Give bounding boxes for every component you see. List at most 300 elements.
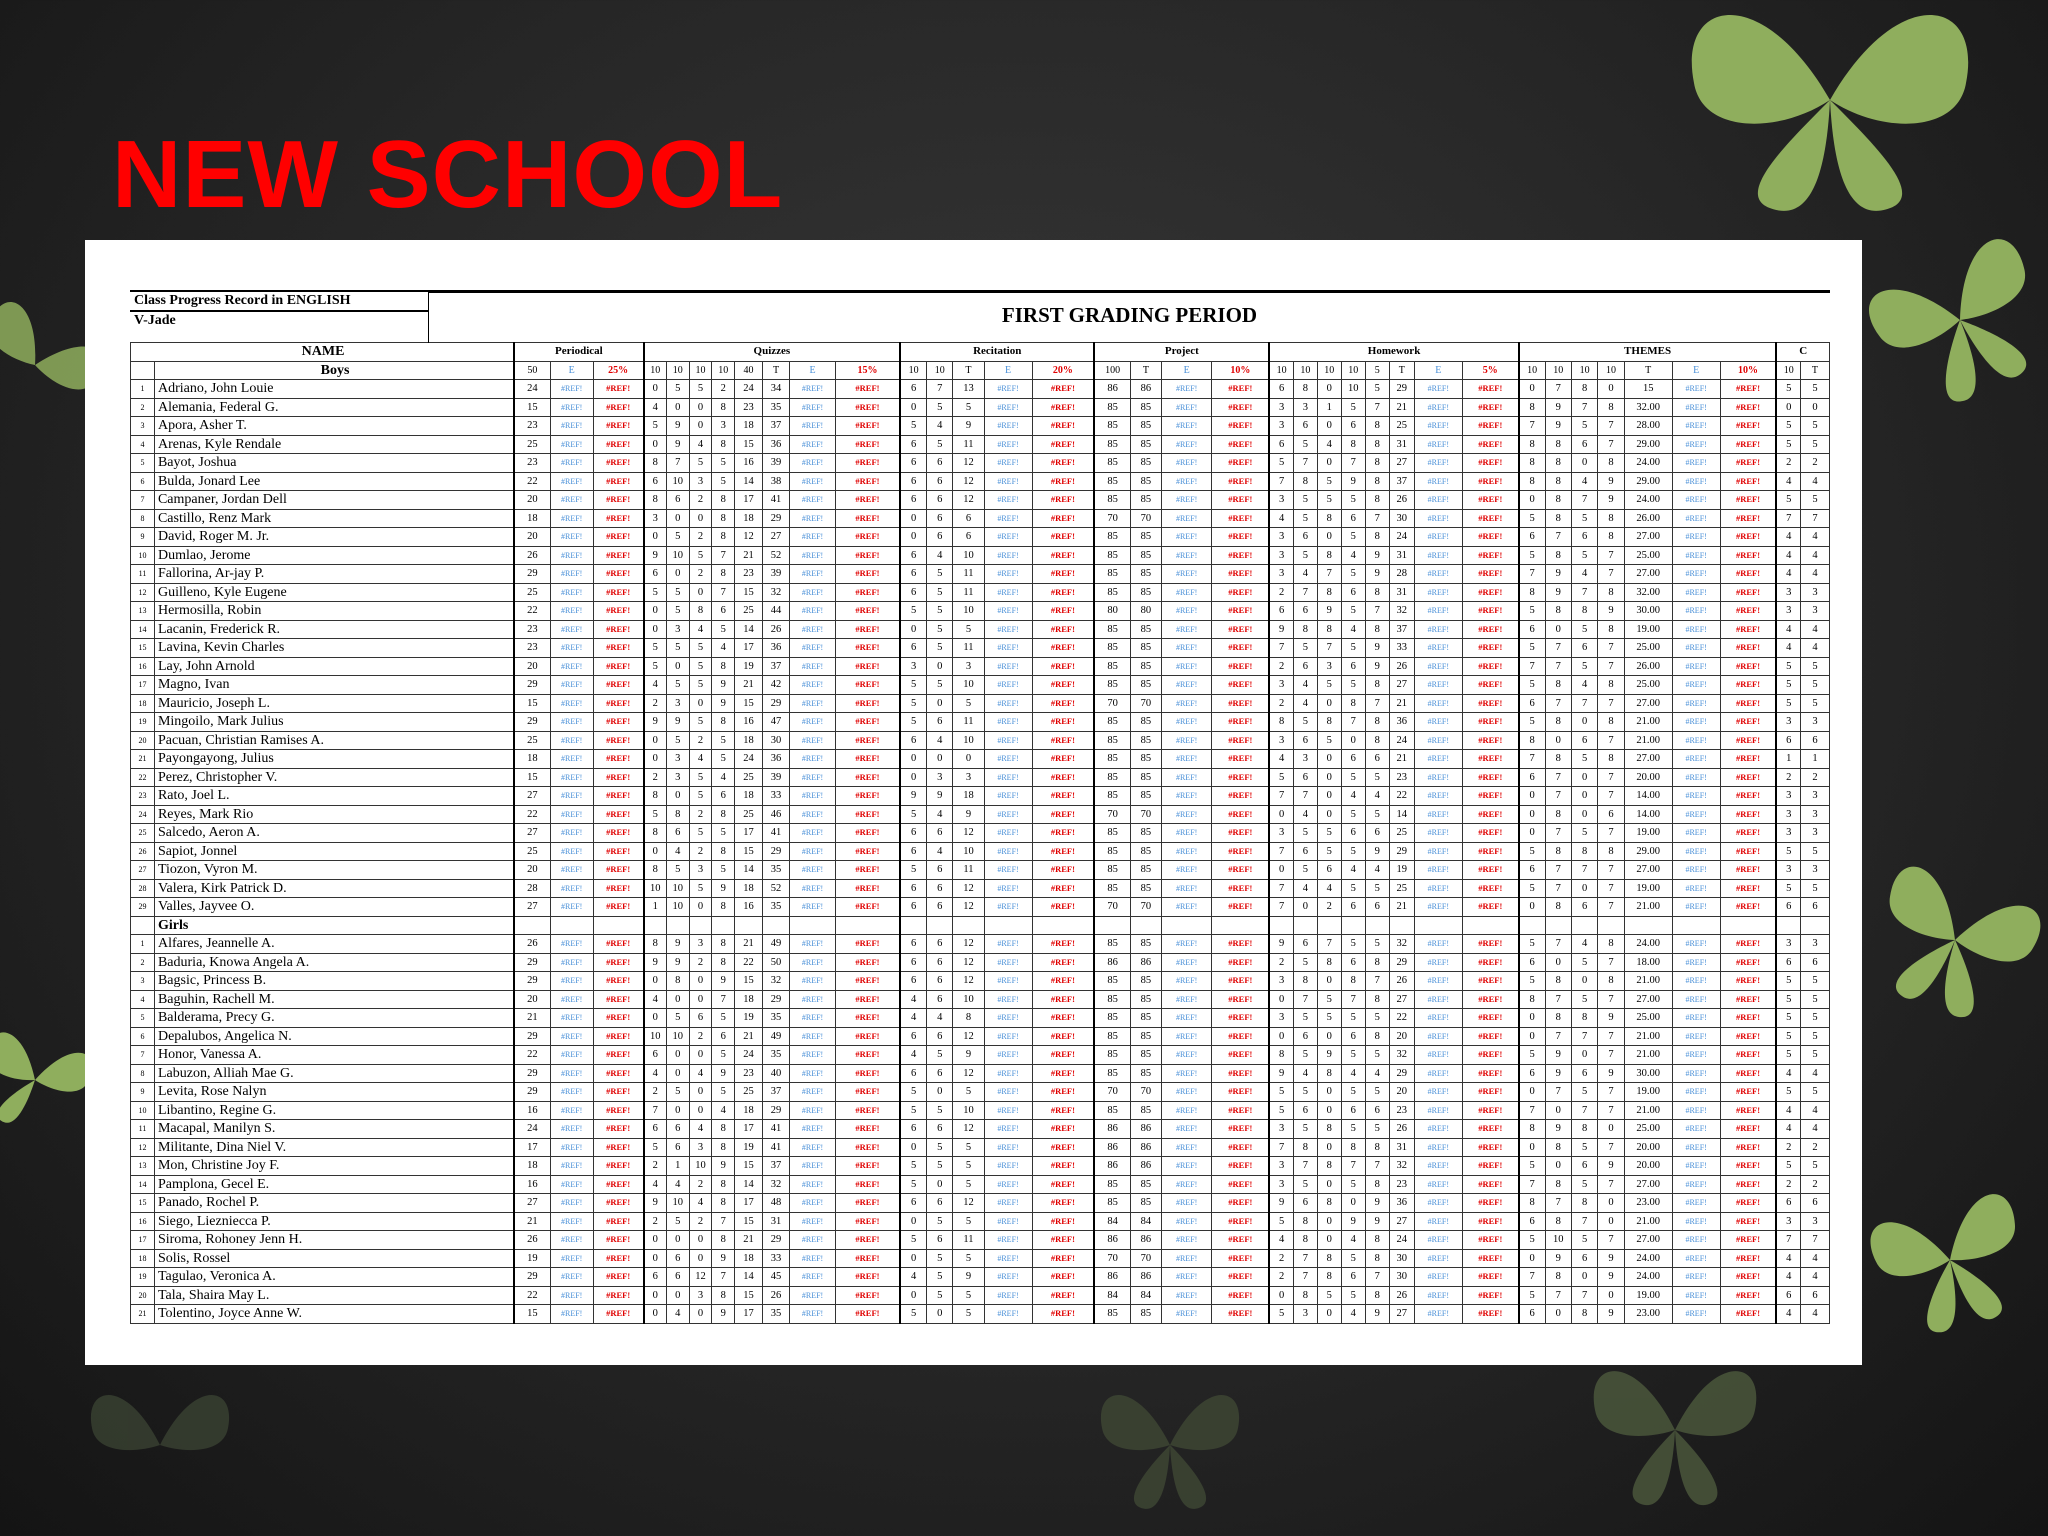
- score-cell: 8: [1519, 990, 1545, 1009]
- score-cell: #REF!: [790, 417, 836, 436]
- score-cell: 9: [1365, 546, 1389, 565]
- score-cell: #REF!: [593, 750, 643, 769]
- group-header-homework: Homework: [1269, 343, 1518, 362]
- score-cell: #REF!: [1462, 639, 1518, 658]
- score-cell: 21.00: [1624, 1046, 1672, 1065]
- score-cell: #REF!: [984, 1009, 1032, 1028]
- score-cell: 2: [1269, 694, 1293, 713]
- score-cell: 27: [1389, 454, 1414, 473]
- score-cell: 5: [927, 1286, 953, 1305]
- score-cell: 0: [689, 1231, 712, 1250]
- blank-cell: [927, 916, 953, 935]
- score-cell: #REF!: [1032, 1138, 1094, 1157]
- score-cell: #REF!: [550, 417, 593, 436]
- score-cell: #REF!: [835, 435, 900, 454]
- score-cell: 5: [1341, 676, 1365, 695]
- score-cell: 0: [1269, 1286, 1293, 1305]
- score-cell: #REF!: [1032, 546, 1094, 565]
- score-cell: #REF!: [1720, 713, 1776, 732]
- score-cell: 5: [1293, 953, 1317, 972]
- score-cell: #REF!: [1161, 435, 1211, 454]
- score-cell: #REF!: [1462, 694, 1518, 713]
- score-cell: 35: [762, 1009, 790, 1028]
- score-cell: 6: [953, 528, 984, 547]
- score-cell: #REF!: [1672, 1046, 1720, 1065]
- score-cell: 36: [762, 435, 790, 454]
- score-cell: 9: [644, 546, 667, 565]
- score-cell: #REF!: [1672, 620, 1720, 639]
- score-cell: 6: [666, 491, 689, 510]
- score-cell: 4: [1341, 620, 1365, 639]
- score-cell: 5: [644, 1138, 667, 1157]
- score-cell: #REF!: [1672, 435, 1720, 454]
- score-cell: #REF!: [1414, 824, 1462, 843]
- score-cell: 4: [1571, 565, 1597, 584]
- score-cell: 0: [900, 750, 926, 769]
- score-cell: 4: [927, 842, 953, 861]
- blank-cell: [900, 916, 926, 935]
- score-cell: 7: [1545, 639, 1571, 658]
- score-cell: 5: [953, 1175, 984, 1194]
- score-cell: 8: [1317, 1064, 1341, 1083]
- score-cell: 0: [689, 990, 712, 1009]
- score-cell: 0: [689, 509, 712, 528]
- blank-cell: [1462, 916, 1518, 935]
- score-cell: 85: [1094, 990, 1130, 1009]
- score-cell: #REF!: [1462, 1027, 1518, 1046]
- score-cell: 15: [735, 842, 763, 861]
- score-cell: 5: [689, 657, 712, 676]
- score-cell: 7: [1571, 694, 1597, 713]
- score-cell: 7: [1269, 639, 1293, 658]
- score-cell: 4: [1776, 1268, 1800, 1287]
- score-cell: #REF!: [1161, 398, 1211, 417]
- score-cell: 0: [644, 1305, 667, 1324]
- score-cell: 21: [735, 1027, 763, 1046]
- score-cell: 0: [666, 787, 689, 806]
- score-cell: 6: [1519, 1064, 1545, 1083]
- score-cell: 5: [1269, 1101, 1293, 1120]
- score-cell: #REF!: [593, 842, 643, 861]
- score-cell: 10: [953, 731, 984, 750]
- score-cell: 7: [1341, 1157, 1365, 1176]
- score-cell: 5: [900, 602, 926, 621]
- score-cell: #REF!: [1672, 1231, 1720, 1250]
- score-cell: #REF!: [550, 1286, 593, 1305]
- score-cell: 3: [666, 750, 689, 769]
- score-cell: 2: [689, 842, 712, 861]
- score-cell: 25.00: [1624, 546, 1672, 565]
- score-cell: 4: [1800, 528, 1829, 547]
- score-cell: 9: [1269, 935, 1293, 954]
- score-cell: 5: [1269, 1083, 1293, 1102]
- score-cell: 0: [1545, 620, 1571, 639]
- student-row: [131, 509, 1830, 528]
- score-cell: #REF!: [1672, 1009, 1720, 1028]
- score-cell: 37: [762, 417, 790, 436]
- score-cell: 4: [1800, 639, 1829, 658]
- score-cell: #REF!: [1414, 435, 1462, 454]
- score-cell: 11: [953, 435, 984, 454]
- score-cell: 32: [762, 972, 790, 991]
- score-cell: 3: [900, 657, 926, 676]
- score-cell: #REF!: [550, 528, 593, 547]
- score-cell: 7: [1598, 879, 1624, 898]
- score-cell: 0: [689, 583, 712, 602]
- score-cell: 8: [1545, 1212, 1571, 1231]
- score-cell: 5: [1800, 879, 1829, 898]
- score-cell: 6: [1293, 602, 1317, 621]
- score-cell: 0: [666, 1064, 689, 1083]
- score-cell: 3: [1269, 676, 1293, 695]
- score-cell: #REF!: [1032, 972, 1094, 991]
- score-cell: 6: [1293, 528, 1317, 547]
- score-cell: #REF!: [550, 842, 593, 861]
- score-cell: 5: [666, 528, 689, 547]
- score-cell: 5: [927, 639, 953, 658]
- score-cell: 26: [762, 620, 790, 639]
- score-cell: #REF!: [1720, 1268, 1776, 1287]
- score-cell: 0: [1598, 1286, 1624, 1305]
- score-cell: #REF!: [1414, 509, 1462, 528]
- score-cell: 2: [1269, 583, 1293, 602]
- score-cell: #REF!: [835, 509, 900, 528]
- score-cell: #REF!: [1161, 713, 1211, 732]
- score-cell: 85: [1130, 639, 1161, 658]
- score-cell: 5: [1269, 1212, 1293, 1231]
- score-cell: #REF!: [790, 565, 836, 584]
- score-cell: 2: [1269, 1249, 1293, 1268]
- score-cell: 25: [514, 435, 550, 454]
- score-cell: 8: [1365, 1027, 1389, 1046]
- score-cell: 8: [1293, 380, 1317, 399]
- score-cell: #REF!: [835, 657, 900, 676]
- score-cell: 41: [762, 491, 790, 510]
- score-cell: #REF!: [1161, 454, 1211, 473]
- score-cell: #REF!: [1161, 1083, 1211, 1102]
- score-cell: 0: [1519, 1027, 1545, 1046]
- score-cell: 20: [1389, 1027, 1414, 1046]
- score-cell: 6: [1341, 1027, 1365, 1046]
- score-cell: 29: [514, 1064, 550, 1083]
- score-cell: 6: [900, 953, 926, 972]
- score-cell: 17: [735, 1305, 763, 1324]
- score-cell: 20: [514, 861, 550, 880]
- score-cell: #REF!: [1720, 546, 1776, 565]
- score-cell: 24.00: [1624, 454, 1672, 473]
- score-cell: 0: [900, 1138, 926, 1157]
- score-cell: 4: [1776, 1101, 1800, 1120]
- score-cell: 5: [900, 694, 926, 713]
- score-cell: #REF!: [1032, 953, 1094, 972]
- score-cell: 5: [900, 1083, 926, 1102]
- student-name: Labuzon, Alliah Mae G.: [154, 1064, 514, 1083]
- score-cell: 15: [735, 694, 763, 713]
- score-cell: #REF!: [1672, 1175, 1720, 1194]
- score-cell: #REF!: [550, 602, 593, 621]
- student-name: Lacanin, Frederick R.: [154, 620, 514, 639]
- score-cell: 1: [1776, 750, 1800, 769]
- score-cell: 5: [666, 602, 689, 621]
- score-cell: #REF!: [1720, 1138, 1776, 1157]
- score-cell: 8: [1365, 1175, 1389, 1194]
- score-cell: 24: [1389, 731, 1414, 750]
- score-cell: 0: [644, 602, 667, 621]
- score-cell: 15: [735, 1157, 763, 1176]
- score-cell: 5: [1317, 731, 1341, 750]
- student-row: [131, 1249, 1830, 1268]
- score-cell: 6: [900, 898, 926, 917]
- score-cell: #REF!: [984, 972, 1032, 991]
- score-cell: 16: [514, 1101, 550, 1120]
- score-cell: 31: [1389, 583, 1414, 602]
- score-cell: #REF!: [835, 1194, 900, 1213]
- student-row: [131, 380, 1830, 399]
- score-cell: #REF!: [790, 1009, 836, 1028]
- score-cell: 7: [1519, 565, 1545, 584]
- score-cell: 5: [1776, 435, 1800, 454]
- score-cell: #REF!: [835, 1212, 900, 1231]
- score-cell: 5: [1365, 768, 1389, 787]
- score-cell: 0: [927, 750, 953, 769]
- score-cell: #REF!: [984, 1157, 1032, 1176]
- score-cell: #REF!: [1720, 1046, 1776, 1065]
- score-cell: #REF!: [790, 1194, 836, 1213]
- score-cell: #REF!: [593, 565, 643, 584]
- score-cell: 30: [1389, 509, 1414, 528]
- group-header-c: C: [1776, 343, 1829, 362]
- score-cell: 6: [1341, 750, 1365, 769]
- score-cell: 6: [712, 787, 735, 806]
- score-cell: #REF!: [1161, 787, 1211, 806]
- score-cell: 8: [689, 602, 712, 621]
- score-cell: 10: [1341, 380, 1365, 399]
- score-cell: 5: [712, 620, 735, 639]
- girls-label: Girls: [154, 916, 514, 935]
- score-cell: 12: [953, 1027, 984, 1046]
- score-cell: 3: [927, 768, 953, 787]
- score-cell: 5: [1800, 676, 1829, 695]
- score-cell: 12: [953, 1064, 984, 1083]
- score-cell: 85: [1094, 713, 1130, 732]
- score-cell: 7: [1776, 1231, 1800, 1250]
- score-cell: 2: [1800, 1138, 1829, 1157]
- score-cell: 25: [735, 602, 763, 621]
- student-name: Balderama, Precy G.: [154, 1009, 514, 1028]
- score-cell: 8: [1571, 1009, 1597, 1028]
- student-number: 5: [131, 454, 155, 473]
- score-cell: 22: [514, 1046, 550, 1065]
- subheader-cell: T: [1389, 361, 1414, 380]
- score-cell: 85: [1094, 583, 1130, 602]
- score-cell: 9: [644, 713, 667, 732]
- score-cell: 85: [1094, 861, 1130, 880]
- score-cell: 6: [900, 879, 926, 898]
- score-cell: #REF!: [1161, 602, 1211, 621]
- score-cell: 0: [1545, 1157, 1571, 1176]
- score-cell: 9: [1598, 1268, 1624, 1287]
- student-number: 27: [131, 861, 155, 880]
- score-cell: 7: [1317, 935, 1341, 954]
- score-cell: 7: [1341, 713, 1365, 732]
- score-cell: #REF!: [1720, 435, 1776, 454]
- score-cell: #REF!: [1672, 639, 1720, 658]
- score-cell: #REF!: [984, 509, 1032, 528]
- score-cell: #REF!: [593, 528, 643, 547]
- score-cell: 0: [644, 731, 667, 750]
- score-cell: 5: [1341, 1175, 1365, 1194]
- score-cell: 0: [666, 509, 689, 528]
- score-cell: 3: [1293, 1305, 1317, 1324]
- score-cell: 5: [1571, 990, 1597, 1009]
- score-cell: #REF!: [1414, 1138, 1462, 1157]
- score-cell: #REF!: [984, 731, 1032, 750]
- score-cell: 0: [1571, 1046, 1597, 1065]
- score-cell: #REF!: [835, 953, 900, 972]
- score-cell: #REF!: [790, 972, 836, 991]
- score-cell: 7: [1598, 1231, 1624, 1250]
- score-cell: #REF!: [593, 546, 643, 565]
- score-cell: #REF!: [835, 768, 900, 787]
- score-cell: 0: [927, 1305, 953, 1324]
- score-cell: #REF!: [550, 824, 593, 843]
- student-row: [131, 435, 1830, 454]
- score-cell: 0: [1519, 380, 1545, 399]
- score-cell: 6: [644, 1268, 667, 1287]
- score-cell: #REF!: [984, 953, 1032, 972]
- score-cell: #REF!: [1672, 861, 1720, 880]
- score-cell: 4: [1293, 879, 1317, 898]
- score-cell: 8: [1293, 1286, 1317, 1305]
- score-cell: #REF!: [1414, 565, 1462, 584]
- score-cell: #REF!: [593, 398, 643, 417]
- score-cell: 6: [1776, 953, 1800, 972]
- score-cell: #REF!: [593, 454, 643, 473]
- score-cell: 5: [1293, 1083, 1317, 1102]
- score-cell: 2: [1776, 454, 1800, 473]
- score-cell: 6: [927, 509, 953, 528]
- score-cell: 5: [953, 620, 984, 639]
- score-cell: 27.00: [1624, 750, 1672, 769]
- score-cell: 18: [735, 1101, 763, 1120]
- score-cell: 5: [666, 380, 689, 399]
- score-cell: 3: [953, 657, 984, 676]
- score-cell: #REF!: [1462, 491, 1518, 510]
- score-cell: #REF!: [1672, 1194, 1720, 1213]
- score-cell: #REF!: [790, 787, 836, 806]
- score-cell: #REF!: [550, 435, 593, 454]
- score-cell: #REF!: [593, 1157, 643, 1176]
- score-cell: #REF!: [1414, 787, 1462, 806]
- score-cell: 0: [1317, 1305, 1341, 1324]
- score-cell: 19.00: [1624, 879, 1672, 898]
- score-cell: 5: [689, 824, 712, 843]
- score-cell: 21.00: [1624, 731, 1672, 750]
- score-cell: 5: [1776, 1027, 1800, 1046]
- score-cell: #REF!: [790, 1027, 836, 1046]
- score-cell: #REF!: [593, 694, 643, 713]
- score-cell: #REF!: [593, 639, 643, 658]
- student-row: [131, 398, 1830, 417]
- score-cell: 5: [712, 472, 735, 491]
- score-cell: #REF!: [790, 583, 836, 602]
- score-cell: 5: [1571, 509, 1597, 528]
- score-cell: 5: [1571, 657, 1597, 676]
- score-cell: 0: [644, 620, 667, 639]
- score-cell: #REF!: [790, 1157, 836, 1176]
- score-cell: 6: [927, 472, 953, 491]
- score-cell: #REF!: [1720, 1120, 1776, 1139]
- score-cell: #REF!: [1032, 1083, 1094, 1102]
- subheader-row: [131, 361, 1830, 380]
- score-cell: 6: [900, 824, 926, 843]
- score-cell: #REF!: [1720, 879, 1776, 898]
- blank-cell: [1545, 916, 1571, 935]
- score-cell: 5: [1519, 639, 1545, 658]
- score-cell: 29: [762, 509, 790, 528]
- score-cell: 5: [1365, 805, 1389, 824]
- score-cell: 0: [900, 620, 926, 639]
- score-cell: 8: [1365, 953, 1389, 972]
- student-name: Solis, Rossel: [154, 1249, 514, 1268]
- score-cell: #REF!: [790, 676, 836, 695]
- score-cell: 86: [1130, 1157, 1161, 1176]
- score-cell: 6: [927, 1231, 953, 1250]
- score-cell: 8: [953, 1009, 984, 1028]
- score-cell: 8: [1598, 509, 1624, 528]
- score-cell: 5: [666, 583, 689, 602]
- score-cell: 14.00: [1624, 805, 1672, 824]
- score-cell: 5: [1776, 657, 1800, 676]
- score-cell: #REF!: [984, 417, 1032, 436]
- score-cell: 32: [762, 583, 790, 602]
- score-cell: #REF!: [984, 472, 1032, 491]
- score-cell: #REF!: [1414, 602, 1462, 621]
- score-cell: #REF!: [550, 565, 593, 584]
- butterfly-decoration-right-1: [1860, 220, 2048, 420]
- score-cell: 29: [514, 1268, 550, 1287]
- score-cell: #REF!: [1212, 694, 1270, 713]
- score-cell: #REF!: [790, 861, 836, 880]
- score-cell: #REF!: [550, 472, 593, 491]
- score-cell: 85: [1094, 417, 1130, 436]
- student-name: Sapiot, Jonnel: [154, 842, 514, 861]
- score-cell: 26: [762, 1286, 790, 1305]
- score-cell: 45: [762, 1268, 790, 1287]
- score-cell: #REF!: [790, 953, 836, 972]
- score-cell: 17: [514, 1138, 550, 1157]
- score-cell: 0: [1317, 380, 1341, 399]
- score-cell: 5: [1293, 639, 1317, 658]
- score-cell: 0: [1317, 694, 1341, 713]
- subheader-cell: 10: [712, 361, 735, 380]
- score-cell: 8: [1317, 1157, 1341, 1176]
- score-cell: #REF!: [790, 1175, 836, 1194]
- score-cell: 86: [1130, 953, 1161, 972]
- score-cell: #REF!: [835, 491, 900, 510]
- score-cell: 5: [1269, 1305, 1293, 1324]
- score-cell: 7: [1519, 657, 1545, 676]
- score-cell: 5: [900, 1101, 926, 1120]
- score-cell: #REF!: [835, 639, 900, 658]
- score-cell: 3: [1776, 602, 1800, 621]
- score-cell: #REF!: [550, 1083, 593, 1102]
- score-cell: #REF!: [1032, 898, 1094, 917]
- student-name: Depalubos, Angelica N.: [154, 1027, 514, 1046]
- score-cell: #REF!: [1032, 1009, 1094, 1028]
- score-cell: #REF!: [1414, 491, 1462, 510]
- slide-title: NEW SCHOOL: [112, 121, 784, 228]
